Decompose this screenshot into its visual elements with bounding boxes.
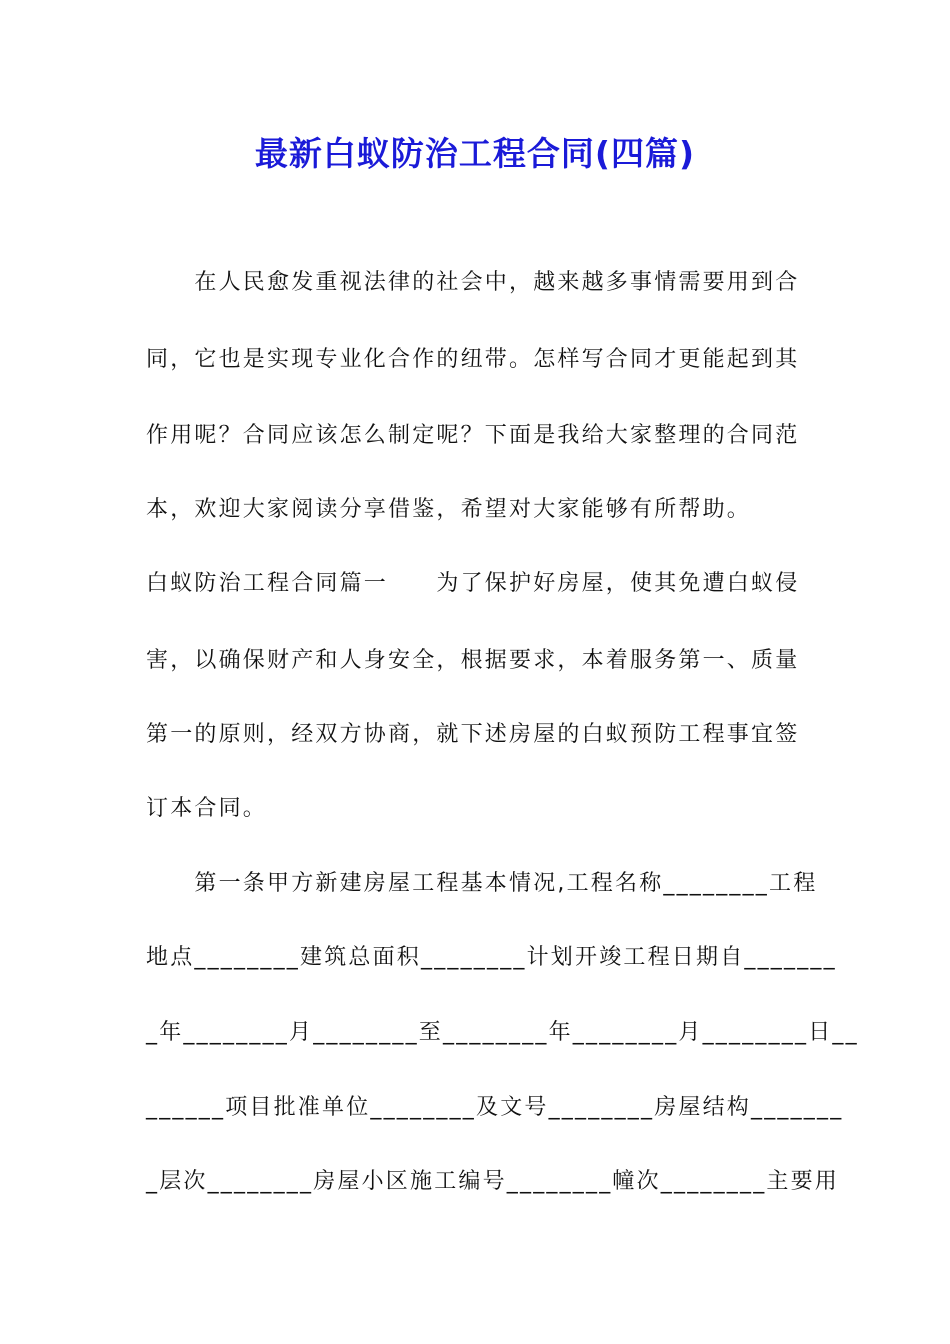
article-line-4: ______项目批准单位________及文号________房屋结构_______ <box>146 1095 844 1120</box>
body-line-1: 在人民愈发重视法律的社会中，越来越多事情需要用到合 <box>146 270 800 295</box>
body-line-6: 害，以确保财产和人身安全，根据要求，本着服务第一、质量 <box>146 648 800 673</box>
article-line-5: _层次________房屋小区施工编号________幢次________主要用 <box>146 1169 840 1194</box>
article-line-2: 地点________建筑总面积________计划开竣工程日期自_______ <box>146 945 837 970</box>
body-line-3: 作用呢？合同应该怎么制定呢？下面是我给大家整理的合同范 <box>146 423 800 448</box>
document-title: 最新白蚁防治工程合同(四篇) <box>254 134 696 173</box>
article-line-1: 第一条甲方新建房屋工程基本情况,工程名称________工程 <box>146 871 818 896</box>
body-line-7: 第一的原则，经双方协商，就下述房屋的白蚁预防工程事宜签 <box>146 722 800 747</box>
body-line-8: 订本合同。 <box>146 796 268 821</box>
section-heading-line: 白蚁防治工程合同篇一 为了保护好房屋，使其免遭白蚁侵 <box>146 571 800 596</box>
article-line-3: _年________月________至________年________月________日__ <box>146 1020 859 1045</box>
body-line-4: 本，欢迎大家阅读分享借鉴，希望对大家能够有所帮助。 <box>146 497 752 522</box>
body-line-2: 同，它也是实现专业化合作的纽带。怎样写合同才更能起到其 <box>146 347 800 372</box>
